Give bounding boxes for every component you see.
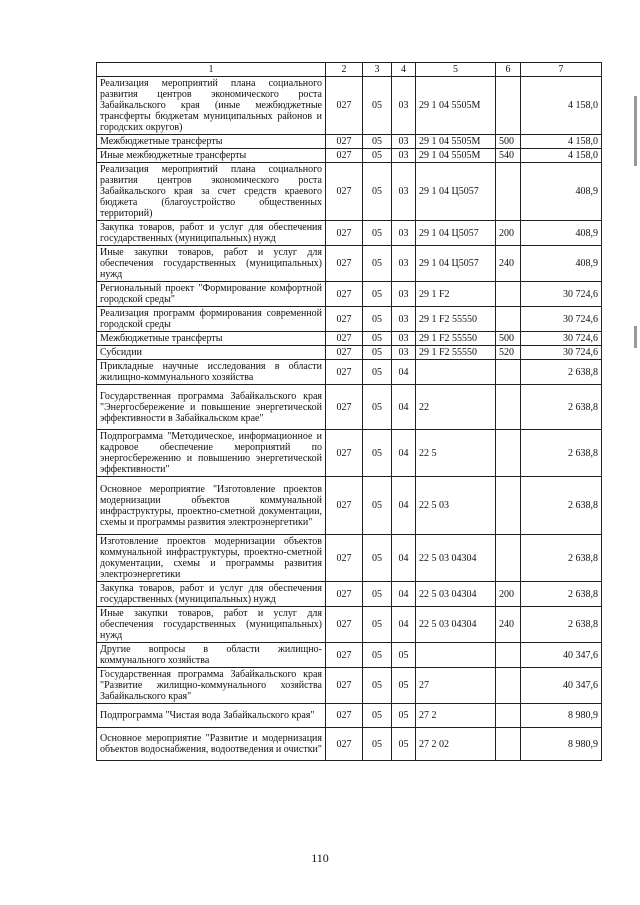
amount-cell: 408,9 [521, 246, 602, 282]
page-number: 110 [311, 851, 329, 865]
target-article-cell: 22 5 03 04304 [416, 607, 496, 643]
scan-edge-mark [634, 326, 637, 348]
subsection-cell: 04 [392, 582, 416, 607]
subsection-cell: 05 [392, 668, 416, 704]
ministry-code-cell: 027 [326, 221, 363, 246]
target-article-cell: 22 5 [416, 430, 496, 477]
amount-cell: 40 347,6 [521, 668, 602, 704]
section-cell: 05 [363, 607, 392, 643]
target-article-cell: 29 1 04 5505М [416, 135, 496, 149]
amount-cell: 2 638,8 [521, 535, 602, 582]
section-cell: 05 [363, 643, 392, 668]
amount-cell: 408,9 [521, 163, 602, 221]
row-name-cell: Закупка товаров, работ и услуг для обеспечения государственных (муниципальных) нужд [97, 221, 326, 246]
table-row [97, 643, 602, 668]
target-article-cell: 29 1 F2 [416, 282, 496, 307]
table-row [97, 704, 602, 728]
amount-cell: 30 724,6 [521, 332, 602, 346]
section-cell: 05 [363, 135, 392, 149]
subsection-cell: 03 [392, 163, 416, 221]
table-row [97, 430, 602, 477]
amount-cell: 2 638,8 [521, 385, 602, 430]
table-row [97, 535, 602, 582]
ministry-code-cell: 027 [326, 163, 363, 221]
expense-type-cell [496, 704, 521, 728]
ministry-code-cell: 027 [326, 582, 363, 607]
row-name-cell: Основное мероприятие "Изготовление проектов модернизации объектов коммунальной инфраструктуры, проектно-сметной документации, схемы и программы развития электроэнергетики" [97, 477, 326, 535]
subsection-cell: 03 [392, 149, 416, 163]
ministry-code-cell: 027 [326, 607, 363, 643]
subsection-cell: 05 [392, 704, 416, 728]
target-article-cell: 29 1 F2 55550 [416, 307, 496, 332]
section-cell: 05 [363, 535, 392, 582]
target-article-cell: 22 5 03 04304 [416, 535, 496, 582]
table-row [97, 246, 602, 282]
table-row [97, 360, 602, 385]
table-row [97, 607, 602, 643]
expense-type-cell [496, 535, 521, 582]
scan-edge-mark [634, 96, 637, 166]
amount-cell: 30 724,6 [521, 282, 602, 307]
expense-type-cell: 500 [496, 135, 521, 149]
section-cell: 05 [363, 668, 392, 704]
subsection-cell: 05 [392, 643, 416, 668]
table-row [97, 221, 602, 246]
amount-cell: 30 724,6 [521, 307, 602, 332]
header-cell: 5 [416, 63, 496, 77]
table-row [97, 77, 602, 135]
table-row [97, 282, 602, 307]
amount-cell: 2 638,8 [521, 477, 602, 535]
row-name-cell: Государственная программа Забайкальского края "Энергосбережение и повышение энергетической эффективности в Забайкальском крае" [97, 385, 326, 430]
target-article-cell: 27 [416, 668, 496, 704]
target-article-cell [416, 643, 496, 668]
row-name-cell: Иные закупки товаров, работ и услуг для обеспечения государственных (муниципальных) нужд [97, 607, 326, 643]
table-row [97, 135, 602, 149]
expense-type-cell [496, 643, 521, 668]
section-cell: 05 [363, 728, 392, 761]
target-article-cell: 29 1 04 Ц5057 [416, 221, 496, 246]
amount-cell: 2 638,8 [521, 360, 602, 385]
target-article-cell: 29 1 04 5505М [416, 77, 496, 135]
target-article-cell: 29 1 F2 55550 [416, 346, 496, 360]
amount-cell: 2 638,8 [521, 607, 602, 643]
expense-type-cell: 240 [496, 607, 521, 643]
ministry-code-cell: 027 [326, 77, 363, 135]
ministry-code-cell: 027 [326, 728, 363, 761]
table-row [97, 728, 602, 761]
subsection-cell: 03 [392, 246, 416, 282]
target-article-cell: 22 [416, 385, 496, 430]
amount-cell: 40 347,6 [521, 643, 602, 668]
table-row [97, 385, 602, 430]
amount-cell: 8 980,9 [521, 704, 602, 728]
header-cell: 4 [392, 63, 416, 77]
row-name-cell: Другие вопросы в области жилищно-коммунального хозяйства [97, 643, 326, 668]
row-name-cell: Иные закупки товаров, работ и услуг для обеспечения государственных (муниципальных) нужд [97, 246, 326, 282]
subsection-cell: 03 [392, 307, 416, 332]
ministry-code-cell: 027 [326, 704, 363, 728]
subsection-cell: 03 [392, 346, 416, 360]
row-name-cell: Иные межбюджетные трансферты [97, 149, 326, 163]
section-cell: 05 [363, 307, 392, 332]
table-row [97, 332, 602, 346]
ministry-code-cell: 027 [326, 246, 363, 282]
target-article-cell: 27 2 [416, 704, 496, 728]
ministry-code-cell: 027 [326, 282, 363, 307]
row-name-cell: Межбюджетные трансферты [97, 332, 326, 346]
header-cell: 7 [521, 63, 602, 77]
ministry-code-cell: 027 [326, 307, 363, 332]
subsection-cell: 03 [392, 77, 416, 135]
expense-type-cell [496, 477, 521, 535]
subsection-cell: 04 [392, 477, 416, 535]
target-article-cell [416, 360, 496, 385]
subsection-cell: 03 [392, 282, 416, 307]
expense-type-cell [496, 307, 521, 332]
row-name-cell: Реализация программ формирования современной городской среды [97, 307, 326, 332]
section-cell: 05 [363, 346, 392, 360]
row-name-cell: Региональный проект "Формирование комфортной городской среды" [97, 282, 326, 307]
amount-cell: 30 724,6 [521, 346, 602, 360]
ministry-code-cell: 027 [326, 385, 363, 430]
amount-cell: 4 158,0 [521, 149, 602, 163]
ministry-code-cell: 027 [326, 643, 363, 668]
table-row [97, 163, 602, 221]
section-cell: 05 [363, 477, 392, 535]
section-cell: 05 [363, 360, 392, 385]
expense-type-cell: 200 [496, 582, 521, 607]
ministry-code-cell: 027 [326, 360, 363, 385]
section-cell: 05 [363, 282, 392, 307]
expense-type-cell: 540 [496, 149, 521, 163]
header-cell: 6 [496, 63, 521, 77]
target-article-cell: 22 5 03 [416, 477, 496, 535]
row-name-cell: Подпрограмма "Методическое, информационное и кадровое обеспечение мероприятий по энергосбережению и повышению энергетической эффективности" [97, 430, 326, 477]
row-name-cell: Подпрограмма "Чистая вода Забайкальского края" [97, 704, 326, 728]
header-cell: 1 [97, 63, 326, 77]
header-cell: 2 [326, 63, 363, 77]
section-cell: 05 [363, 704, 392, 728]
subsection-cell: 04 [392, 385, 416, 430]
amount-cell: 2 638,8 [521, 430, 602, 477]
table-row [97, 307, 602, 332]
expense-type-cell [496, 163, 521, 221]
table-row [97, 668, 602, 704]
table-row [97, 149, 602, 163]
ministry-code-cell: 027 [326, 668, 363, 704]
expense-type-cell [496, 430, 521, 477]
target-article-cell: 29 1 F2 55550 [416, 332, 496, 346]
subsection-cell: 04 [392, 535, 416, 582]
row-name-cell: Прикладные научные исследования в области жилищно-коммунального хозяйства [97, 360, 326, 385]
budget-table [96, 62, 602, 761]
amount-cell: 4 158,0 [521, 77, 602, 135]
row-name-cell: Основное мероприятие "Развитие и модернизация объектов водоснабжения, водоотведения и очистки" [97, 728, 326, 761]
target-article-cell: 29 1 04 Ц5057 [416, 163, 496, 221]
header-cell: 3 [363, 63, 392, 77]
subsection-cell: 04 [392, 607, 416, 643]
table-row [97, 582, 602, 607]
ministry-code-cell: 027 [326, 477, 363, 535]
amount-cell: 8 980,9 [521, 728, 602, 761]
section-cell: 05 [363, 430, 392, 477]
expense-type-cell: 520 [496, 346, 521, 360]
section-cell: 05 [363, 163, 392, 221]
ministry-code-cell: 027 [326, 535, 363, 582]
expense-type-cell [496, 385, 521, 430]
section-cell: 05 [363, 221, 392, 246]
table-row [97, 477, 602, 535]
amount-cell: 2 638,8 [521, 582, 602, 607]
row-name-cell: Реализация мероприятий плана социального развития центров экономического роста Забайкальского края за счет средств краевого бюджета (благоустройство общественных территорий) [97, 163, 326, 221]
amount-cell: 4 158,0 [521, 135, 602, 149]
table-row [97, 346, 602, 360]
expense-type-cell: 500 [496, 332, 521, 346]
subsection-cell: 04 [392, 360, 416, 385]
ministry-code-cell: 027 [326, 430, 363, 477]
section-cell: 05 [363, 77, 392, 135]
section-cell: 05 [363, 582, 392, 607]
expense-type-cell [496, 728, 521, 761]
subsection-cell: 03 [392, 221, 416, 246]
expense-type-cell: 240 [496, 246, 521, 282]
ministry-code-cell: 027 [326, 332, 363, 346]
expense-type-cell [496, 668, 521, 704]
ministry-code-cell: 027 [326, 346, 363, 360]
row-name-cell: Межбюджетные трансферты [97, 135, 326, 149]
subsection-cell: 03 [392, 332, 416, 346]
subsection-cell: 04 [392, 430, 416, 477]
table-header-row [97, 63, 602, 77]
amount-cell: 408,9 [521, 221, 602, 246]
expense-type-cell [496, 282, 521, 307]
section-cell: 05 [363, 385, 392, 430]
subsection-cell: 05 [392, 728, 416, 761]
row-name-cell: Закупка товаров, работ и услуг для обеспечения государственных (муниципальных) нужд [97, 582, 326, 607]
subsection-cell: 03 [392, 135, 416, 149]
section-cell: 05 [363, 149, 392, 163]
row-name-cell: Государственная программа Забайкальского края "Развитие жилищно-коммунального хозяйства Забайкальского края" [97, 668, 326, 704]
target-article-cell: 27 2 02 [416, 728, 496, 761]
expense-type-cell [496, 360, 521, 385]
section-cell: 05 [363, 246, 392, 282]
expense-type-cell [496, 77, 521, 135]
row-name-cell: Изготовление проектов модернизации объектов коммунальной инфраструктуры, проектно-сметной документации, схемы и программы развития электроэнергетики [97, 535, 326, 582]
ministry-code-cell: 027 [326, 149, 363, 163]
row-name-cell: Субсидии [97, 346, 326, 360]
ministry-code-cell: 027 [326, 135, 363, 149]
target-article-cell: 29 1 04 Ц5057 [416, 246, 496, 282]
table-body [97, 63, 602, 761]
section-cell: 05 [363, 332, 392, 346]
target-article-cell: 22 5 03 04304 [416, 582, 496, 607]
row-name-cell: Реализация мероприятий плана социального развития центров экономического роста Забайкальского края (иные межбюджетные трансферты бюджетам муниципальных районов и городских округов) [97, 77, 326, 135]
target-article-cell: 29 1 04 5505М [416, 149, 496, 163]
expense-type-cell: 200 [496, 221, 521, 246]
